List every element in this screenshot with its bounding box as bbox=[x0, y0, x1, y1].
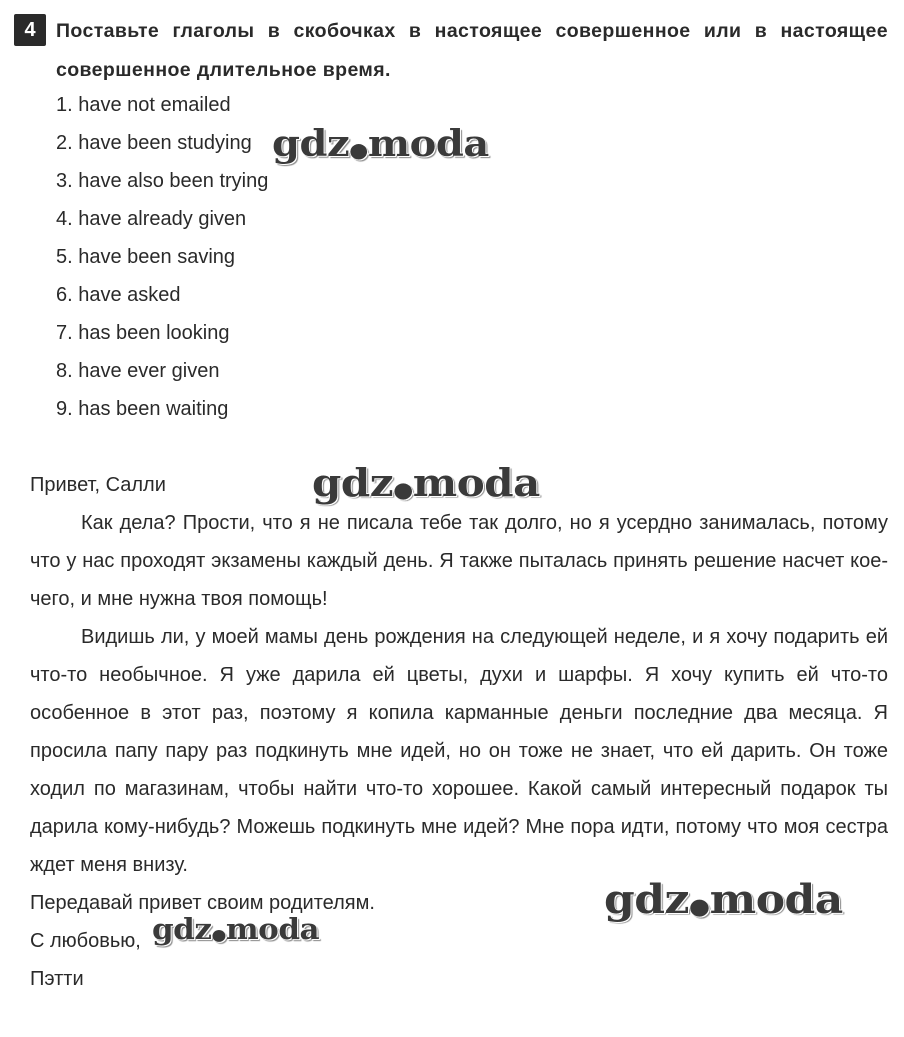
watermark-logo: gdz●moda bbox=[312, 459, 540, 506]
answer-item: 1. have not emailed bbox=[56, 94, 231, 116]
task-instruction: Поставьте глаголы в скобочках в настоящее совершенное или в настоящее совершенное длительное время. bbox=[56, 20, 888, 81]
answer-item: 5. have been saving bbox=[56, 246, 236, 268]
letter-regards: Передавай привет своим родителям. bbox=[30, 892, 375, 914]
letter-paragraph: Как дела? Прости, что я не писала тебе так долго, но я усердно занималась, потому что у нас проходят экзамены каждый день. Я также пыталась принять решение насчет кое-чего, и мне нужна твоя помощь! bbox=[30, 512, 888, 610]
letter-signature: Пэтти bbox=[30, 968, 84, 990]
task-number-badge: 4 bbox=[14, 14, 46, 46]
answer-item: 6. have asked bbox=[56, 284, 181, 306]
answer-item: 7. has been looking bbox=[56, 322, 230, 344]
letter-greeting: Привет, Салли bbox=[30, 474, 166, 496]
answer-list bbox=[56, 86, 268, 428]
watermark-logo: gdz●moda bbox=[152, 913, 320, 947]
letter-closing: С любовью, bbox=[30, 930, 141, 952]
watermark-logo: gdz●moda bbox=[604, 876, 843, 923]
answer-item: 3. have also been trying bbox=[56, 170, 269, 192]
answer-item: 9. has been waiting bbox=[56, 398, 229, 420]
watermark-logo: gdz●moda bbox=[272, 121, 489, 166]
letter-paragraph: Видишь ли, у моей мамы день рождения на следующей неделе, и я хочу подарить ей что-то необычное. Я уже дарила ей цветы, духи и шарфы. Я хочу купить ей что-то особенное в этот раз, поэтому я копила карманные деньги последние два месяца. Я просила папу пару раз подкинуть мне идей, но он тоже не знает, что ей дарить. Он тоже ходил по магазинам, чтобы найти что-то хорошее. Какой самый интересный подарок ты дарила кому-нибудь? Можешь подкинуть мне идей? Мне пора идти, потому что моя сестра ждет меня внизу. bbox=[30, 626, 888, 876]
answer-item: 2. have been studying bbox=[56, 132, 252, 154]
answer-item: 4. have already given bbox=[56, 208, 247, 230]
answer-item: 8. have ever given bbox=[56, 360, 220, 382]
